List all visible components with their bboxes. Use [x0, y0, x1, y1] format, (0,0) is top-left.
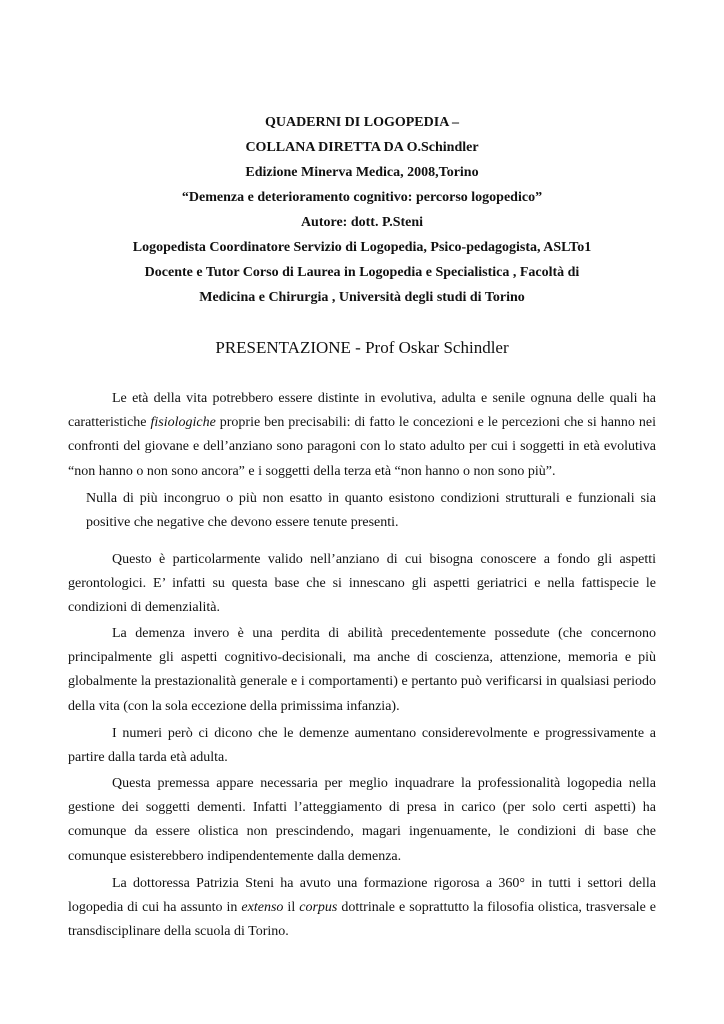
paragraph-2: Nulla di più incongruo o più non esatto in quanto esistono condizioni strutturali e funzionali sia positive che negative che devono essere tenute presenti.: [86, 491, 656, 531]
header-line-collection: COLLANA DIRETTA DA O.Schindler: [245, 140, 479, 155]
paragraph-7: [68, 872, 656, 945]
paragraph-6: Questa premessa appare necessaria per meglio inquadrare la professionalità logopedia nella gestione dei soggetti dementi. Infatti l’atteggiamento di presa in carico (per solo certi aspetti) ha comunque da essere olistica non prescindendo, magari ingenuamente, le condizioni di base che comunque esisterebbero indipendentemente dalla demenza.: [68, 776, 656, 864]
header-line-author: Autore: dott. P.Steni: [300, 215, 424, 230]
paragraph-3: Questo è particolarmente valido nell’anziano di cui bisogna conoscere a fondo gli aspetti gerontologici. E’ infatti su questa base che si innescano gli aspetti geriatrici e nella fattispecie le condizioni di demenzialità.: [68, 552, 656, 616]
paragraph-5: I numeri però ci dicono che le demenze aumentano considerevolmente e progressivamente a partire dalla tarda età adulta.: [68, 726, 656, 766]
paragraph-7-emphasis-corpus: corpus: [299, 900, 338, 916]
header-line-author-role: Logopedista Coordinatore Servizio di Logopedia, Psico-pedagogista, ASLTo1: [132, 240, 592, 255]
section-title: PRESENTAZIONE - Prof Oskar Schindler: [215, 338, 509, 357]
paragraph-7-text-c: dottrinale e soprattutto la filosofia olistica, trasversale e transdisciplinare della scuola di Torino.: [68, 900, 657, 940]
paragraph-1: [68, 387, 656, 484]
paragraph-1-text-b: proprie ben precisabili: di fatto le concezioni e le percezioni che si hanno nei confronti del giovane e dell’anziano sono paragoni con lo stato adulto per cui i soggetti in età evolutiva “non hanno o non sono ancora” e i soggetti della terza età “non hanno o non sono più”.: [68, 415, 656, 479]
paragraph-7-emphasis-extenso: extenso: [241, 900, 284, 916]
header-line-author-teaching: Docente e Tutor Corso di Laurea in Logopedia e Specialistica , Facoltà di: [144, 265, 580, 280]
header-line-university: Medicina e Chirurgia , Università degli studi di Torino: [199, 290, 525, 305]
header-line-book-title: “Demenza e deterioramento cognitivo: percorso logopedico”: [181, 190, 543, 205]
header-line-series: QUADERNI DI LOGOPEDIA –: [264, 115, 460, 130]
paragraph-1-text-a: Le età della vita potrebbero essere distinte in evolutiva, adulta e senile ognuna delle quali ha caratteristiche: [68, 391, 656, 431]
paragraph-4: La demenza invero è una perdita di abilità precedentemente possedute (che concernono principalmente gli aspetti cognitivo-decisionali, ma anche di coscienza, attenzione, memoria e più globalmente la prestazionalità generale e i comportamenti) e pertanto può verificarsi in qualsiasi periodo della vita (con la sola eccezione della primissima infanzia).: [68, 626, 656, 714]
paragraph-7-text-b: il: [283, 900, 300, 916]
document-header: [60, 110, 664, 310]
paragraph-1-emphasis: fisiologiche: [150, 415, 216, 431]
header-line-publisher: Edizione Minerva Medica, 2008,Torino: [245, 165, 479, 180]
paragraph-7-text-a: La dottoressa Patrizia Steni ha avuto una formazione rigorosa a 360° in tutti i settori della logopedia di cui ha assunto in: [68, 876, 656, 916]
